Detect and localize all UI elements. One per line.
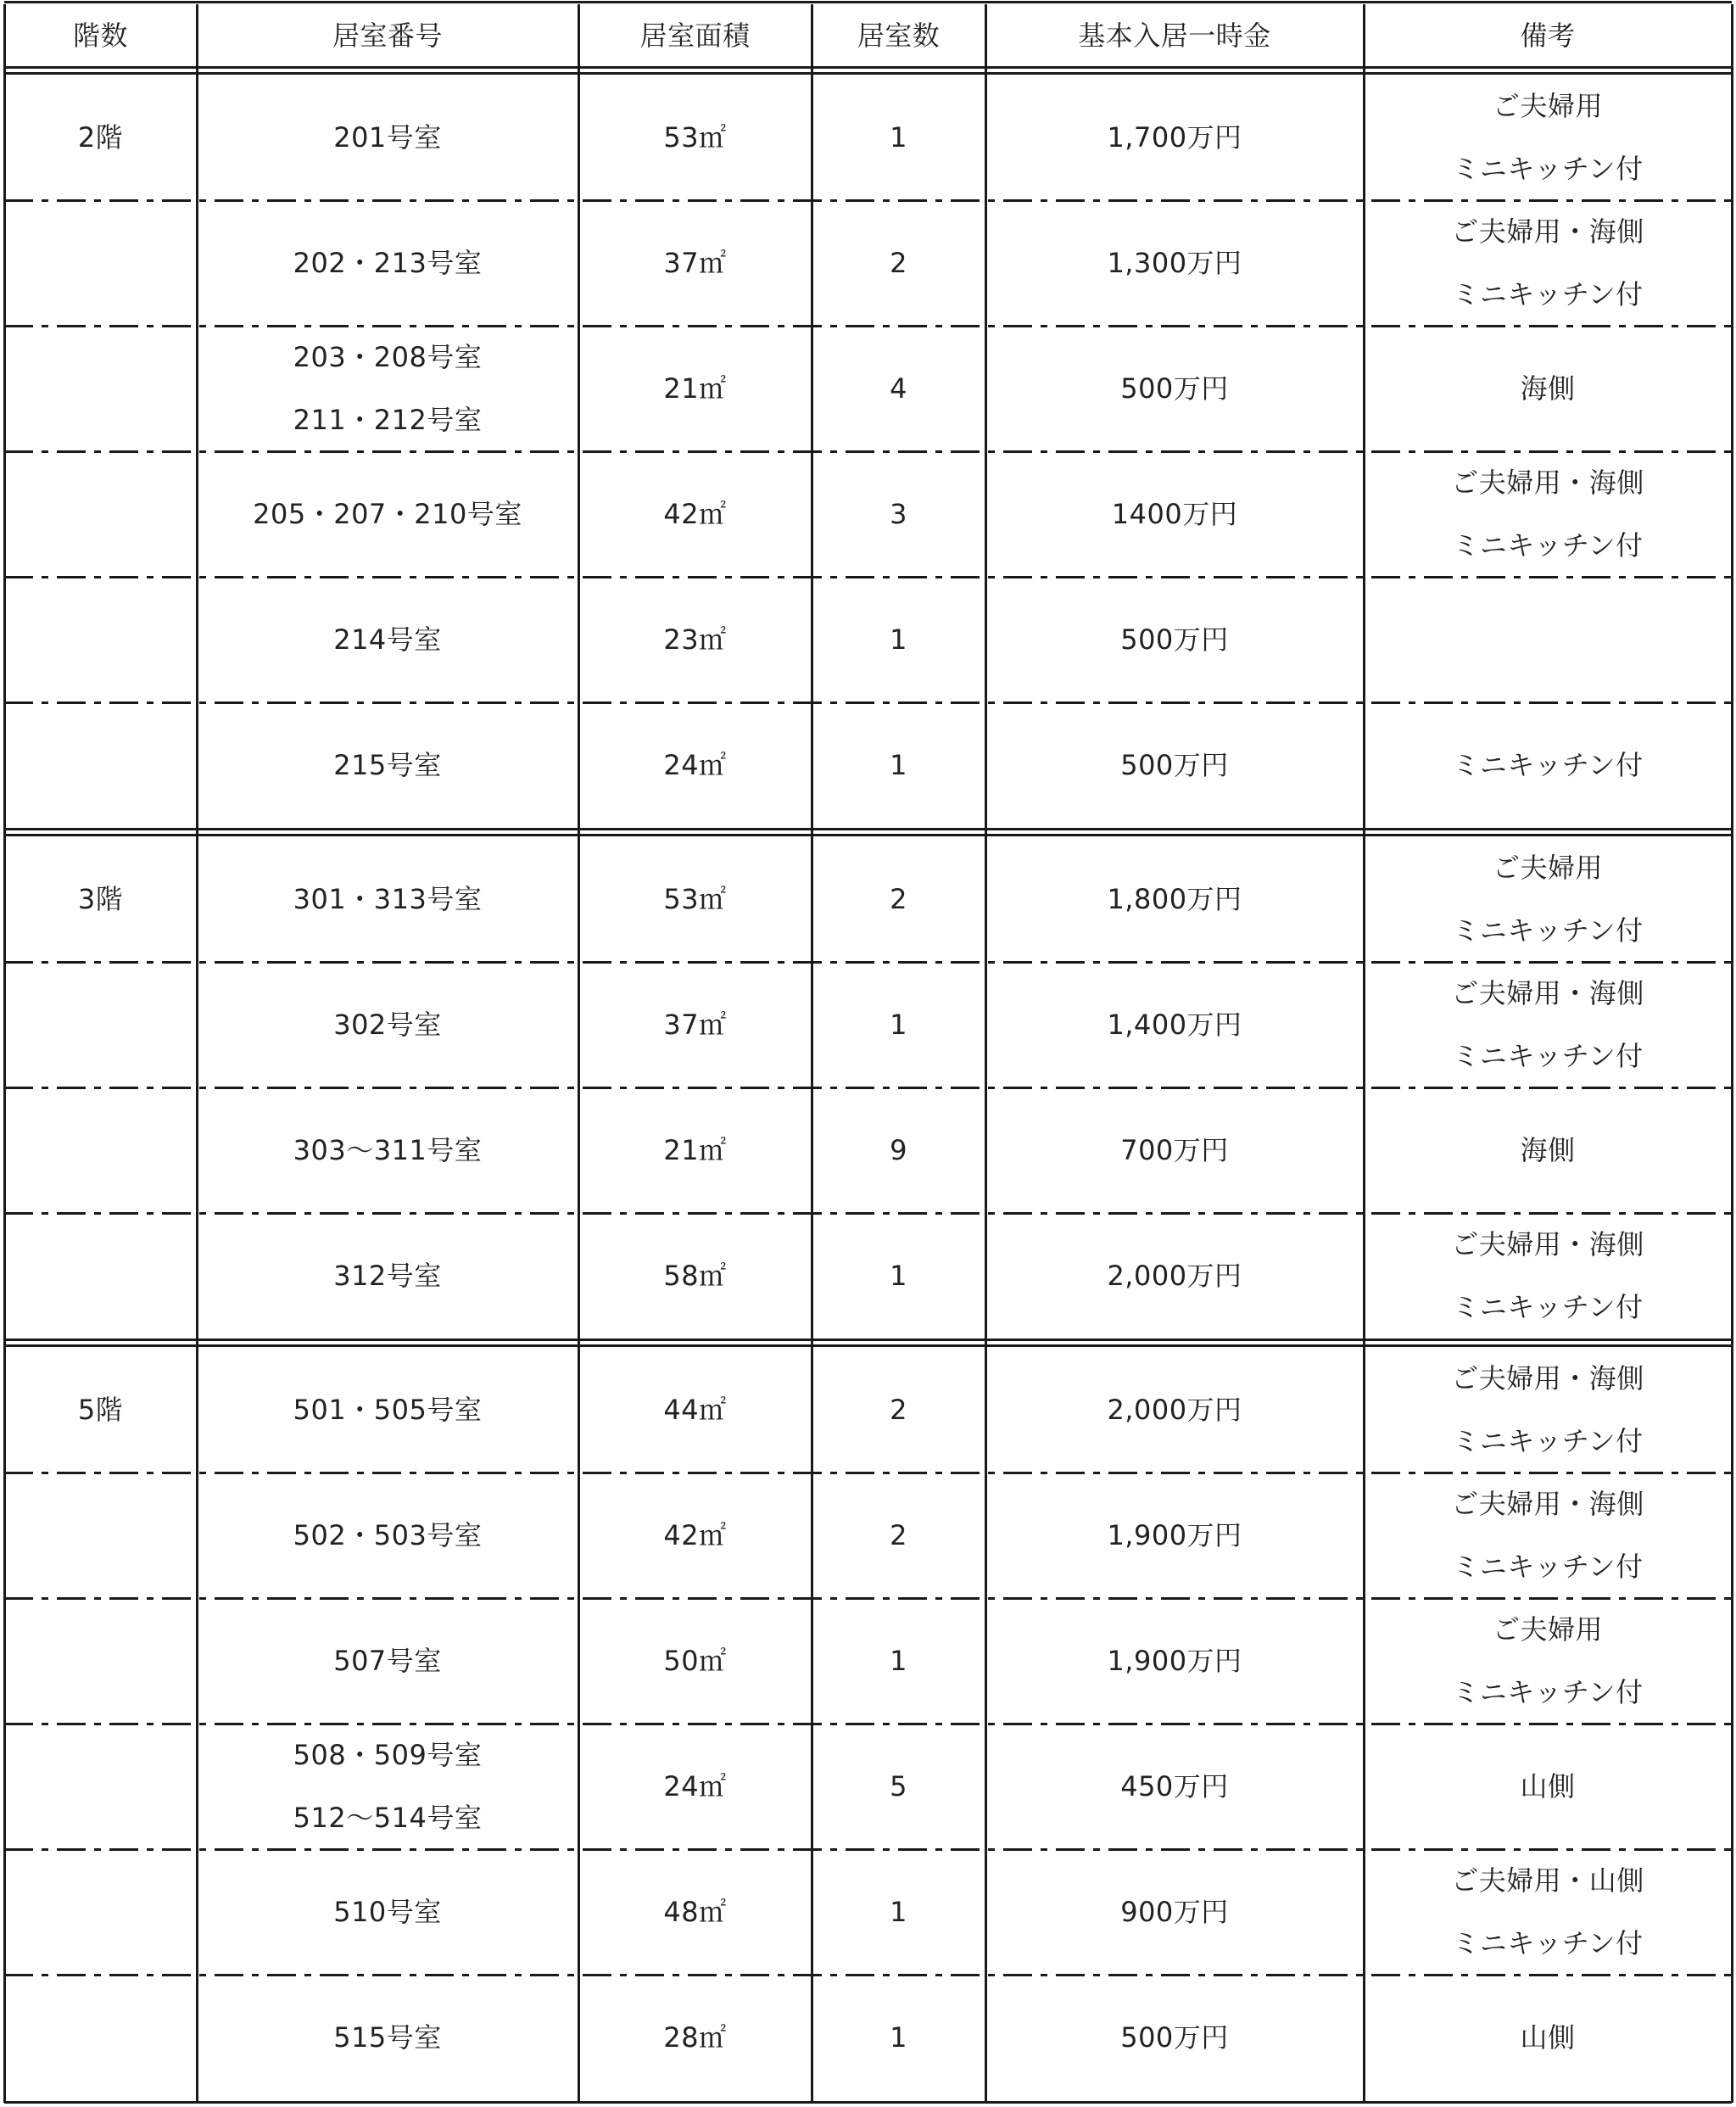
room-number-cell xyxy=(197,1347,578,1473)
floor-cell xyxy=(4,1598,197,1724)
floor-cell xyxy=(4,326,197,451)
entry-fee-cell-text: 1,900万円 xyxy=(1107,1519,1242,1551)
header-remarks-text: 備考 xyxy=(1520,19,1576,52)
entry-fee-cell xyxy=(985,1598,1364,1724)
room-area-cell xyxy=(578,1598,812,1724)
entry-fee-cell-text: 500万円 xyxy=(1120,749,1229,781)
entry-fee-cell-text: 450万円 xyxy=(1120,1770,1229,1802)
floor-cell xyxy=(4,1087,197,1213)
row-divider xyxy=(4,701,1732,704)
room-number-cell xyxy=(197,836,578,962)
room-number-cell-text: 205・207・210号室 xyxy=(253,498,522,530)
remarks-cell xyxy=(1364,1213,1732,1339)
room-count-cell-text: 2 xyxy=(890,1394,907,1426)
entry-fee-cell-text: 500万円 xyxy=(1120,2021,1229,2054)
remarks-cell xyxy=(1364,702,1732,828)
entry-fee-cell-text: 700万円 xyxy=(1120,1134,1229,1166)
room-count-cell xyxy=(812,75,985,200)
room-count-cell-text: 1 xyxy=(890,2021,907,2054)
remarks-cell-text: 海側 xyxy=(1520,372,1576,405)
room-area-cell xyxy=(578,75,812,200)
remarks-cell xyxy=(1364,962,1732,1087)
entry-fee-cell xyxy=(985,962,1364,1087)
entry-fee-cell-text: 1400万円 xyxy=(1111,498,1238,530)
floor-cell xyxy=(4,702,197,828)
remarks-cell-text: ご夫婦用 xyxy=(1492,90,1603,122)
room-area-cell xyxy=(578,702,812,828)
entry-fee-cell xyxy=(985,577,1364,702)
room-count-cell-text: 3 xyxy=(890,498,907,530)
room-area-cell-text: 24㎡ xyxy=(663,749,727,781)
entry-fee-cell xyxy=(985,1724,1364,1849)
row-divider xyxy=(4,1597,1732,1600)
column-divider xyxy=(811,4,813,2103)
room-number-cell-text: 214号室 xyxy=(333,623,442,656)
floor-cell xyxy=(4,577,197,702)
floor-cell-text: 2階 xyxy=(77,121,124,154)
header-entry-fee xyxy=(985,4,1364,66)
room-count-cell xyxy=(812,451,985,577)
room-area-cell-text: 37㎡ xyxy=(663,1009,727,1041)
header-floor xyxy=(4,4,197,66)
room-number-cell xyxy=(197,702,578,828)
column-divider xyxy=(196,4,198,2103)
column-divider xyxy=(1731,4,1733,2103)
room-number-cell-text: 507号室 xyxy=(333,1645,442,1677)
room-count-cell xyxy=(812,702,985,828)
remarks-cell-text: ご夫婦用・海側 xyxy=(1451,215,1644,248)
remarks-cell-text: 山側 xyxy=(1520,2021,1576,2054)
floor-cell-text: 3階 xyxy=(77,883,124,915)
header-room-number xyxy=(197,4,578,66)
room-count-cell xyxy=(812,1598,985,1724)
entry-fee-cell-text: 1,300万円 xyxy=(1107,247,1242,279)
row-divider xyxy=(4,450,1732,453)
row-divider xyxy=(4,1848,1732,1851)
room-number-cell xyxy=(197,200,578,326)
row-divider xyxy=(4,576,1732,578)
room-area-cell-text: 53㎡ xyxy=(663,883,727,915)
room-count-cell-text: 1 xyxy=(890,749,907,781)
table-border xyxy=(4,2101,1732,2104)
remarks-cell xyxy=(1364,577,1732,702)
room-number-cell xyxy=(197,75,578,200)
remarks-cell xyxy=(1364,1347,1732,1473)
floor-cell xyxy=(4,200,197,326)
room-area-cell xyxy=(578,1087,812,1213)
entry-fee-cell xyxy=(985,702,1364,828)
room-number-cell xyxy=(197,962,578,1087)
column-divider xyxy=(985,4,987,2103)
remarks-cell xyxy=(1364,1975,1732,2100)
room-count-cell-text: 1 xyxy=(890,1896,907,1928)
room-area-cell-text: 48㎡ xyxy=(663,1896,727,1928)
entry-fee-cell-text: 900万円 xyxy=(1120,1896,1229,1928)
room-number-cell-text: 512～514号室 xyxy=(293,1802,483,1834)
row-divider xyxy=(4,1087,1732,1089)
room-count-cell-text: 5 xyxy=(890,1770,907,1802)
room-area-cell-text: 23㎡ xyxy=(663,623,727,656)
floor-cell xyxy=(4,1347,197,1473)
remarks-cell-text: ご夫婦用・海側 xyxy=(1451,977,1644,1009)
floor-cell xyxy=(4,962,197,1087)
remarks-cell-text: ご夫婦用・山側 xyxy=(1451,1864,1644,1897)
section-divider xyxy=(4,66,1732,75)
remarks-cell xyxy=(1364,75,1732,200)
room-count-cell xyxy=(812,1087,985,1213)
row-divider xyxy=(4,199,1732,202)
remarks-cell-text: ミニキッチン付 xyxy=(1452,1551,1644,1583)
room-count-cell-text: 1 xyxy=(890,623,907,656)
room-area-cell xyxy=(578,326,812,451)
header-room-area xyxy=(578,4,812,66)
column-divider xyxy=(1363,4,1365,2103)
room-area-cell-text: 58㎡ xyxy=(663,1260,727,1292)
floor-cell xyxy=(4,1975,197,2100)
floor-cell xyxy=(4,451,197,577)
room-area-cell xyxy=(578,1975,812,2100)
section-divider xyxy=(4,1339,1732,1347)
room-number-cell-text: 502・503号室 xyxy=(293,1519,483,1551)
entry-fee-cell xyxy=(985,1213,1364,1339)
entry-fee-cell-text: 500万円 xyxy=(1120,623,1229,656)
remarks-cell-text: ご夫婦用 xyxy=(1492,1613,1603,1646)
room-area-cell-text: 44㎡ xyxy=(663,1394,727,1426)
room-count-cell xyxy=(812,326,985,451)
room-count-cell xyxy=(812,577,985,702)
room-number-cell-text: 302号室 xyxy=(333,1009,442,1041)
room-number-cell-text: 211・212号室 xyxy=(293,404,483,436)
header-room-area-text: 居室面積 xyxy=(639,19,751,52)
remarks-cell xyxy=(1364,451,1732,577)
remarks-cell-text: ミニキッチン付 xyxy=(1452,1676,1644,1708)
entry-fee-cell xyxy=(985,451,1364,577)
header-floor-text: 階数 xyxy=(72,19,128,52)
room-number-cell-text: 501・505号室 xyxy=(293,1394,483,1426)
room-area-cell-text: 42㎡ xyxy=(663,1519,727,1551)
floor-cell xyxy=(4,1724,197,1849)
header-room-count-text: 居室数 xyxy=(857,19,941,52)
room-area-cell xyxy=(578,1473,812,1598)
remarks-cell-text: ミニキッチン付 xyxy=(1452,1425,1644,1457)
remarks-cell-text: ご夫婦用・海側 xyxy=(1451,1228,1644,1260)
remarks-cell-text: ご夫婦用・海側 xyxy=(1451,1488,1644,1520)
room-count-cell-text: 1 xyxy=(890,1009,907,1041)
floor-cell-text: 5階 xyxy=(77,1394,124,1426)
table-border xyxy=(4,1,1732,3)
remarks-cell-text: ご夫婦用 xyxy=(1492,852,1603,884)
room-number-cell xyxy=(197,1598,578,1724)
floor-cell xyxy=(4,75,197,200)
row-divider xyxy=(4,961,1732,964)
room-number-cell-text: 510号室 xyxy=(333,1896,442,1928)
header-room-number-text: 居室番号 xyxy=(332,19,443,52)
remarks-cell-text: ご夫婦用・海側 xyxy=(1451,1362,1644,1394)
remarks-cell xyxy=(1364,326,1732,451)
room-number-cell xyxy=(197,1724,578,1849)
room-count-cell xyxy=(812,1724,985,1849)
room-count-cell xyxy=(812,200,985,326)
row-divider xyxy=(4,1723,1732,1725)
remarks-cell xyxy=(1364,1598,1732,1724)
remarks-cell-text: ご夫婦用・海側 xyxy=(1451,467,1644,499)
room-area-cell-text: 28㎡ xyxy=(663,2021,727,2054)
remarks-cell-text: ミニキッチン付 xyxy=(1452,153,1644,185)
entry-fee-cell-text: 1,800万円 xyxy=(1107,883,1242,915)
row-divider xyxy=(4,1974,1732,1976)
room-count-cell xyxy=(812,1473,985,1598)
remarks-cell-text: 海側 xyxy=(1520,1134,1576,1166)
entry-fee-cell-text: 1,900万円 xyxy=(1107,1645,1242,1677)
header-entry-fee-text: 基本入居一時金 xyxy=(1078,19,1271,52)
room-count-cell xyxy=(812,1849,985,1975)
room-count-cell xyxy=(812,1347,985,1473)
floor-cell xyxy=(4,1473,197,1598)
entry-fee-cell xyxy=(985,1849,1364,1975)
remarks-cell-text: ミニキッチン付 xyxy=(1452,749,1644,781)
room-number-cell xyxy=(197,1849,578,1975)
room-area-cell-text: 21㎡ xyxy=(663,372,727,405)
remarks-cell xyxy=(1364,1087,1732,1213)
room-area-cell xyxy=(578,200,812,326)
entry-fee-cell-text: 1,700万円 xyxy=(1107,121,1242,154)
entry-fee-cell-text: 500万円 xyxy=(1120,372,1229,405)
room-count-cell-text: 2 xyxy=(890,247,907,279)
room-count-cell-text: 1 xyxy=(890,1260,907,1292)
room-count-cell xyxy=(812,836,985,962)
room-count-cell-text: 4 xyxy=(890,372,907,405)
room-number-cell-text: 202・213号室 xyxy=(293,247,483,279)
room-count-cell-text: 2 xyxy=(890,883,907,915)
room-number-cell xyxy=(197,326,578,451)
room-area-cell-text: 50㎡ xyxy=(663,1645,727,1677)
entry-fee-cell xyxy=(985,1473,1364,1598)
remarks-cell xyxy=(1364,200,1732,326)
entry-fee-cell-text: 2,000万円 xyxy=(1107,1394,1242,1426)
room-area-cell xyxy=(578,1213,812,1339)
room-count-cell xyxy=(812,1975,985,2100)
room-area-cell xyxy=(578,1849,812,1975)
entry-fee-cell xyxy=(985,75,1364,200)
entry-fee-cell xyxy=(985,1975,1364,2100)
remarks-cell-text: ミニキッチン付 xyxy=(1452,1291,1644,1323)
floor-cell xyxy=(4,836,197,962)
room-area-cell-text: 37㎡ xyxy=(663,247,727,279)
entry-fee-cell xyxy=(985,200,1364,326)
room-count-cell xyxy=(812,1213,985,1339)
room-area-cell xyxy=(578,451,812,577)
remarks-cell-text: ミニキッチン付 xyxy=(1452,278,1644,310)
room-number-cell xyxy=(197,1975,578,2100)
floor-cell xyxy=(4,1849,197,1975)
room-number-cell-text: 301・313号室 xyxy=(293,883,483,915)
room-count-cell-text: 1 xyxy=(890,1645,907,1677)
row-divider xyxy=(4,1212,1732,1215)
room-area-cell xyxy=(578,577,812,702)
room-number-cell xyxy=(197,1213,578,1339)
room-area-cell xyxy=(578,1724,812,1849)
remarks-cell-text: ミニキッチン付 xyxy=(1452,914,1644,947)
room-count-cell-text: 9 xyxy=(890,1134,907,1166)
room-number-cell xyxy=(197,451,578,577)
remarks-cell xyxy=(1364,1849,1732,1975)
room-area-cell xyxy=(578,836,812,962)
column-divider xyxy=(3,4,6,2103)
room-number-cell-text: 215号室 xyxy=(333,749,442,781)
room-area-cell-text: 53㎡ xyxy=(663,121,727,154)
room-area-cell-text: 24㎡ xyxy=(663,1770,727,1802)
remarks-cell-text: ミニキッチン付 xyxy=(1452,1040,1644,1072)
entry-fee-cell xyxy=(985,326,1364,451)
floor-cell xyxy=(4,1213,197,1339)
entry-fee-cell-text: 1,400万円 xyxy=(1107,1009,1242,1041)
room-number-cell-text: 312号室 xyxy=(333,1260,442,1292)
entry-fee-cell xyxy=(985,1347,1364,1473)
section-divider xyxy=(4,828,1732,836)
header-room-count xyxy=(812,4,985,66)
room-number-cell-text: 515号室 xyxy=(333,2021,442,2054)
header-remarks xyxy=(1364,4,1732,66)
room-number-cell xyxy=(197,1087,578,1213)
entry-fee-cell xyxy=(985,1087,1364,1213)
room-count-cell xyxy=(812,962,985,1087)
room-count-cell-text: 2 xyxy=(890,1519,907,1551)
room-count-cell-text: 1 xyxy=(890,121,907,154)
remarks-cell xyxy=(1364,1724,1732,1849)
column-divider xyxy=(578,4,580,2103)
room-number-cell-text: 201号室 xyxy=(333,121,442,154)
entry-fee-cell xyxy=(985,836,1364,962)
room-area-cell-text: 21㎡ xyxy=(663,1134,727,1166)
room-number-cell-text: 303～311号室 xyxy=(293,1134,483,1166)
remarks-cell-text: ミニキッチン付 xyxy=(1452,529,1644,562)
room-area-cell-text: 42㎡ xyxy=(663,498,727,530)
remarks-cell xyxy=(1364,836,1732,962)
remarks-cell xyxy=(1364,1473,1732,1598)
remarks-cell-text: ミニキッチン付 xyxy=(1452,1927,1644,1959)
room-area-cell xyxy=(578,962,812,1087)
room-area-cell xyxy=(578,1347,812,1473)
room-number-cell-text: 203・208号室 xyxy=(293,341,483,373)
room-number-cell-text: 508・509号室 xyxy=(293,1739,483,1771)
entry-fee-cell-text: 2,000万円 xyxy=(1107,1260,1242,1292)
row-divider xyxy=(4,325,1732,327)
row-divider xyxy=(4,1472,1732,1474)
room-number-cell xyxy=(197,577,578,702)
room-number-cell xyxy=(197,1473,578,1598)
remarks-cell-text: 山側 xyxy=(1520,1770,1576,1802)
